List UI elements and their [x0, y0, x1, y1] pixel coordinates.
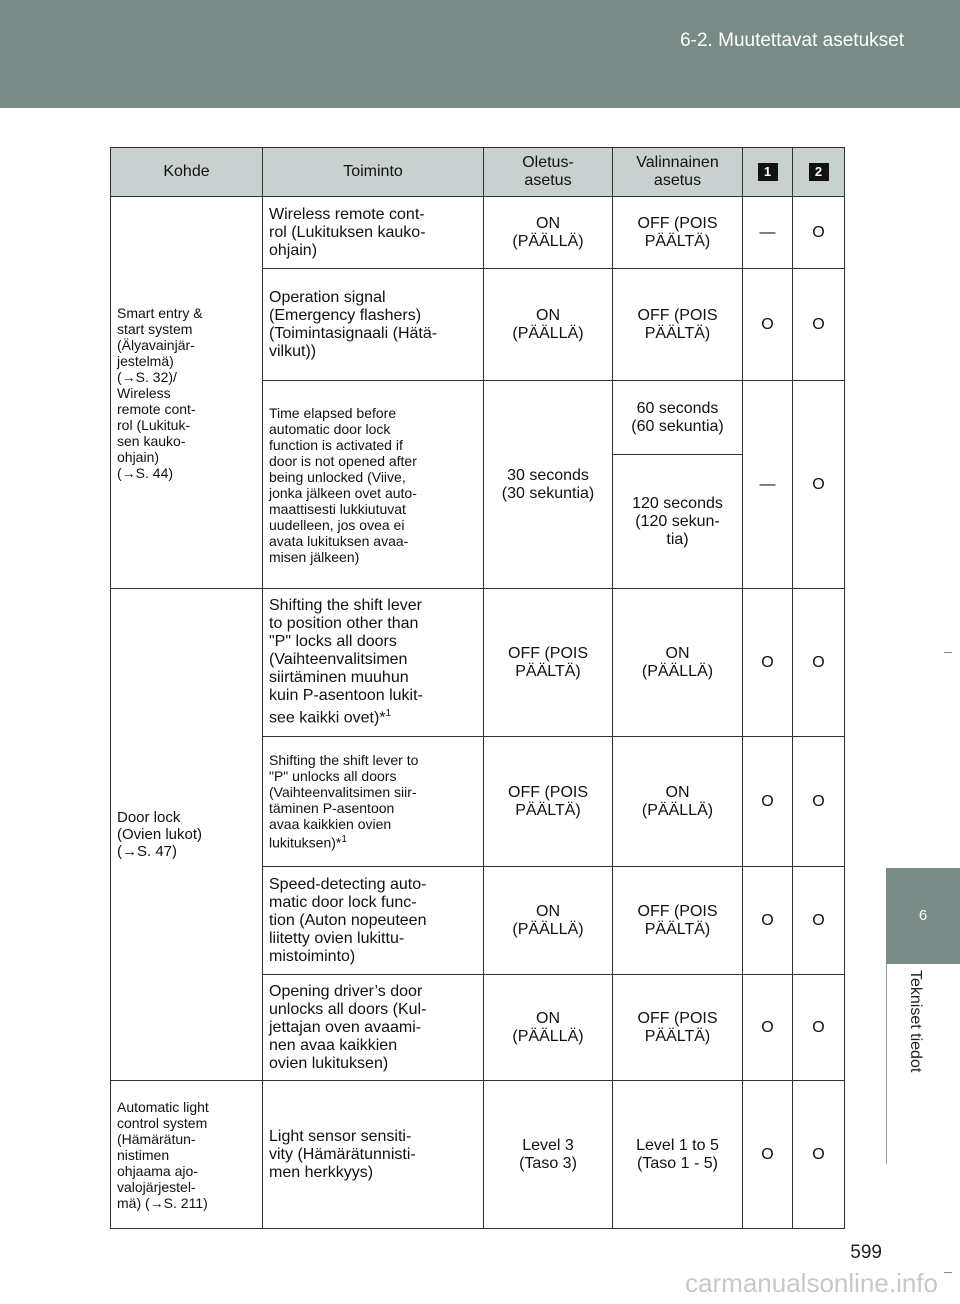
item-cell: Automatic light control system (Hämärätun- nistimen ohjaama ajo- valojärjestel- mä) (→S. 211) — [111, 1081, 263, 1229]
default-cell: OFF (POIS PÄÄLTÄ) — [484, 737, 613, 867]
model-2-cell: O — [793, 975, 845, 1081]
option-cell: OFF (POIS PÄÄLTÄ) — [613, 197, 743, 269]
model-2-cell: O — [793, 867, 845, 975]
model-1-cell: — — [743, 381, 793, 589]
model-1-cell: O — [743, 867, 793, 975]
model-2-cell: O — [793, 269, 845, 381]
header-col-2 — [793, 148, 845, 197]
option-cell: OFF (POIS PÄÄLTÄ) — [613, 269, 743, 381]
function-cell: Operation signal (Emergency flashers) (Toimintasignaali (Hätä- vilkut)) — [263, 269, 484, 381]
default-cell: ON (PÄÄLLÄ) — [484, 197, 613, 269]
header-col-1 — [743, 148, 793, 197]
header-item: Kohde — [111, 148, 263, 197]
function-text: Shifting the shift lever to position other than "P" locks all doors (Vaihteenvalitsimen siirtäminen muuhun kuin P-asentoon lukit- see kaikki ovet)* — [269, 597, 423, 727]
option-cell: 60 seconds (60 sekuntia) — [613, 381, 743, 455]
default-cell: OFF (POIS PÄÄLTÄ) — [484, 589, 613, 737]
function-cell: Light sensor sensiti- vity (Hämärätunnisti- men herkkyys) — [263, 1081, 484, 1229]
model-2-cell: O — [793, 381, 845, 589]
model-2-cell: O — [793, 589, 845, 737]
header-options: Valinnainen asetus — [613, 148, 743, 197]
table-row — [111, 589, 845, 737]
chapter-title: Tekniset tiedot — [907, 970, 924, 1073]
model-2-cell: O — [793, 737, 845, 867]
default-cell: ON (PÄÄLLÄ) — [484, 269, 613, 381]
item-cell: Smart entry & start system (Älyavainjär- jestelmä) (→S. 32)/ Wireless remote cont- rol (Lukituk- sen kauko- ohjain) (→S. 44) — [111, 197, 263, 589]
model-1-cell: O — [743, 589, 793, 737]
model-1-cell: O — [743, 737, 793, 867]
watermark: carmanualsonline.info — [685, 1268, 938, 1298]
chapter-number: 6 — [918, 907, 928, 924]
function-cell: Wireless remote cont- rol (Lukituksen kauko- ohjain) — [263, 197, 484, 269]
function-cell — [263, 589, 484, 737]
number-badge-2: 2 — [809, 163, 829, 181]
header-default: Oletus- asetus — [484, 148, 613, 197]
crop-mark — [944, 652, 952, 653]
page-header — [0, 0, 960, 108]
default-cell: ON (PÄÄLLÄ) — [484, 867, 613, 975]
settings-table — [110, 147, 845, 1229]
table-row — [111, 197, 845, 269]
table-row — [111, 1081, 845, 1229]
footnote-marker: 1 — [385, 708, 392, 720]
table-header-row — [111, 148, 845, 197]
function-text: Shifting the shift lever to "P" unlocks all doors (Vaihteenvalitsimen siir- täminen P-asentoon avaa kaikkien ovien lukituksen)* — [269, 752, 419, 851]
header-function: Toiminto — [263, 148, 484, 197]
section-title: 6-2. Muutettavat asetukset — [680, 30, 904, 51]
model-2-cell: O — [793, 197, 845, 269]
page-number: 599 — [850, 1242, 882, 1263]
function-cell: Speed-detecting auto- matic door lock func- tion (Auton nopeuteen liitetty ovien lukittu- mistoiminto) — [263, 867, 484, 975]
option-cell: 120 seconds (120 sekun- tia) — [613, 455, 743, 589]
model-1-cell: O — [743, 269, 793, 381]
option-cell: OFF (POIS PÄÄLTÄ) — [613, 975, 743, 1081]
function-cell — [263, 737, 484, 867]
function-cell: Time elapsed before automatic door lock function is activated if door is not opened after being unlocked (Viive, jonka jälkeen ovet auto- maattisesti lukkiutuvat uudelleen, jos ovea ei avata lukituksen avaa- misen jälkeen) — [263, 381, 484, 589]
option-cell: OFF (POIS PÄÄLTÄ) — [613, 867, 743, 975]
model-1-cell: O — [743, 1081, 793, 1229]
default-cell: 30 seconds (30 sekuntia) — [484, 381, 613, 589]
item-cell: Door lock (Ovien lukot) (→S. 47) — [111, 589, 263, 1081]
crop-mark — [944, 1272, 952, 1273]
model-1-cell: O — [743, 975, 793, 1081]
function-cell: Opening driver’s door unlocks all doors (Kul- jettajan oven avaami- nen avaa kaikkien ovien lukituksen) — [263, 975, 484, 1081]
option-cell: ON (PÄÄLLÄ) — [613, 737, 743, 867]
option-cell: ON (PÄÄLLÄ) — [613, 589, 743, 737]
model-1-cell: — — [743, 197, 793, 269]
option-cell: Level 1 to 5 (Taso 1 - 5) — [613, 1081, 743, 1229]
number-badge-1: 1 — [758, 163, 778, 181]
model-2-cell: O — [793, 1081, 845, 1229]
default-cell: Level 3 (Taso 3) — [484, 1081, 613, 1229]
footnote-marker: 1 — [341, 834, 347, 846]
chapter-tab — [886, 868, 960, 964]
default-cell: ON (PÄÄLLÄ) — [484, 975, 613, 1081]
